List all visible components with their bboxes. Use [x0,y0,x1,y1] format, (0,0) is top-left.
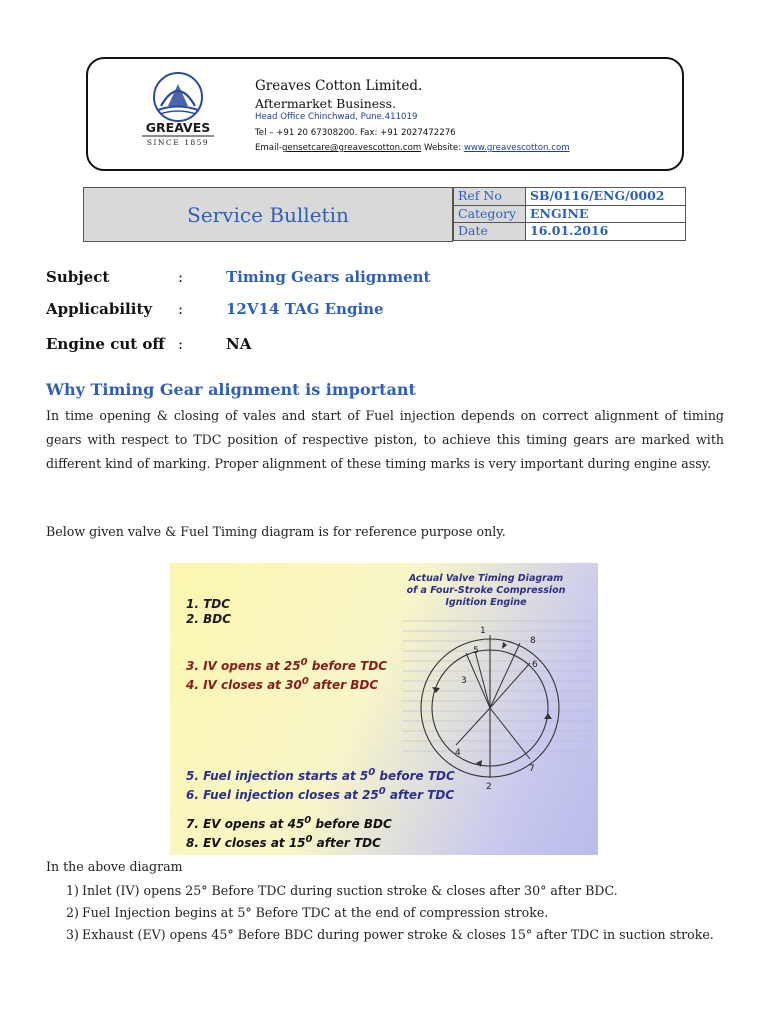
list-text: Inlet (IV) opens 25° Before TDC during suction stroke & closes after 30° after BDC. [82,883,618,898]
diagram-title-line: of a Four-Stroke Compression [406,585,566,596]
circle-label-4: 4 [455,748,461,758]
circle-label-6: 6 [532,660,538,670]
logo-wordmark: GREAVES [145,120,211,135]
logo-since: SINCE 1859 [146,138,210,147]
cutoff-colon: : [178,335,184,353]
section-paragraph: In time opening & closing of vales and start of Fuel injection depends on correct alignment of timing gears with respect to TDC position of respective piston, to achieve this timing gears are marked with different kind of marking. Proper alignment of these timing marks is very important during engine assy. [46,408,724,471]
diagram-title-line: Ignition Engine [445,597,527,608]
company-phone: Tel – +91 20 67308200. Fax: +91 2027472276 [255,128,456,138]
website-label: Website: [421,143,464,153]
bulletin-meta-table [453,187,686,241]
circle-label-5: 5 [473,646,479,656]
diagram-item: 1. TDC [186,597,231,611]
list-number: 2) [66,905,79,920]
diagram-item: 6. Fuel injection closes at $25^0$ after TDC [186,786,455,802]
bulletin-title-box [83,187,453,242]
list-item [46,924,724,946]
website-link[interactable]: www.greavescotton.com [463,143,570,153]
company-name: Greaves Cotton Limited. [255,78,423,94]
list-text: Exhaust (EV) opens 45° Before BDC during power stroke & closes 15° after TDC in suction stroke. [82,927,714,942]
company-business: Aftermarket Business. [255,96,396,111]
diagram-item: 5. Fuel injection starts at $5^0$ before TDC [186,767,455,783]
cutoff-label: Engine cut off [46,335,165,353]
diagram-group-tdc-bdc [186,597,231,627]
circle-label-3: 3 [461,676,467,686]
diagram-group-fuel [186,765,455,803]
meta-value: ENGINE [526,205,686,223]
greaves-logo [128,70,228,150]
subject-value: Timing Gears alignment [226,268,431,286]
applicability-label: Applicability [46,300,153,318]
circle-label-7: 7 [529,764,535,774]
company-address: Head Office Chinchwad, Pune.411019 [255,112,418,122]
diagram-title-line: Actual Valve Timing Diagram [408,573,564,584]
diagram-group-exhaust [186,813,392,851]
list-number: 1) [66,883,79,898]
email-link[interactable]: gensetcare@greavescotton.com [281,143,422,153]
meta-row-date [454,223,686,241]
explanation-intro: In the above diagram [46,859,183,874]
diagram-item: 2. BDC [186,612,231,626]
diagram-item: 8. EV closes at $15^0$ after TDC [186,834,381,850]
meta-value: SB/0116/ENG/0002 [526,188,686,206]
section-heading: Why Timing Gear alignment is important [46,380,416,399]
subject-colon: : [178,268,184,286]
circle-label-1: 1 [480,626,486,636]
circle-label-2: 2 [486,782,492,792]
company-contact [255,143,570,153]
meta-label: Category [454,205,526,223]
diagram-item: 3. IV opens at $25^0$ before TDC [186,657,388,673]
applicability-colon: : [178,300,184,318]
diagram-item: 7. EV opens at $45^0$ before BDC [186,815,392,831]
timing-diagram [170,563,598,855]
circle-label-8: 8 [530,636,536,646]
email-label: Email- [255,143,282,153]
cutoff-value: NA [226,335,252,353]
meta-value: 16.01.2016 [526,223,686,241]
explanation-list [46,880,724,946]
reference-note: Below given valve & Fuel Timing diagram is for reference purpose only. [46,524,506,539]
bulletin-title: Service Bulletin [187,202,349,227]
meta-row-ref [454,188,686,206]
list-item [46,902,724,924]
meta-label: Ref No [454,188,526,206]
diagram-group-inlet [186,655,387,693]
list-text: Fuel Injection begins at 5° Before TDC at the end of compression stroke. [82,905,549,920]
diagram-item: 4. IV closes at $30^0$ after BDC [186,676,379,692]
meta-row-category [454,205,686,223]
diagram-title [396,573,576,609]
subject-label: Subject [46,268,110,286]
list-number: 3) [66,927,79,942]
meta-label: Date [454,223,526,241]
applicability-value: 12V14 TAG Engine [226,300,384,318]
list-item [46,880,724,902]
